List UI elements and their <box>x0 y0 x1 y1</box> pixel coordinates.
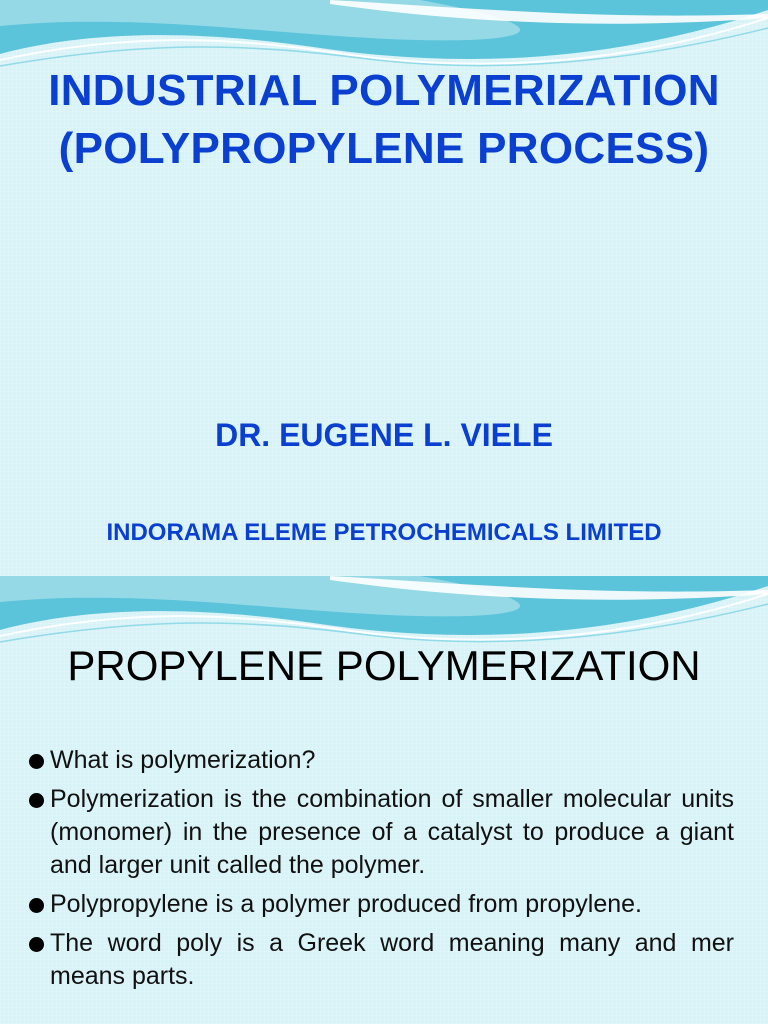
title-line-1: INDUSTRIAL POLYMERIZATION <box>48 66 720 115</box>
slide-title <box>0 62 768 178</box>
bullet-list <box>24 744 734 999</box>
bullet-text: The word poly is a Greek word meaning many and mer means parts. <box>50 929 734 990</box>
bullet-icon <box>29 793 44 808</box>
list-item <box>24 783 734 882</box>
bullet-text: Polypropylene is a polymer produced from propylene. <box>50 890 642 918</box>
bullet-text: Polymerization is the combination of smaller molecular units (monomer) in the presence of a catalyst to produce a giant and larger unit called the polymer. <box>50 785 734 879</box>
slide-heading: PROPYLENE POLYMERIZATION <box>67 642 701 689</box>
bullet-icon <box>29 898 44 913</box>
list-item <box>24 927 734 993</box>
content-slide <box>0 576 768 1024</box>
bullet-icon <box>29 937 44 952</box>
bullet-icon <box>29 754 44 769</box>
company-name: INDORAMA ELEME PETROCHEMICALS LIMITED <box>106 519 662 546</box>
list-item <box>24 888 734 921</box>
bullet-text: What is polymerization? <box>50 746 316 774</box>
list-item <box>24 744 734 777</box>
title-line-2: (POLYPROPYLENE PROCESS) <box>58 124 710 173</box>
author-name: DR. EUGENE L. VIELE <box>215 417 553 453</box>
